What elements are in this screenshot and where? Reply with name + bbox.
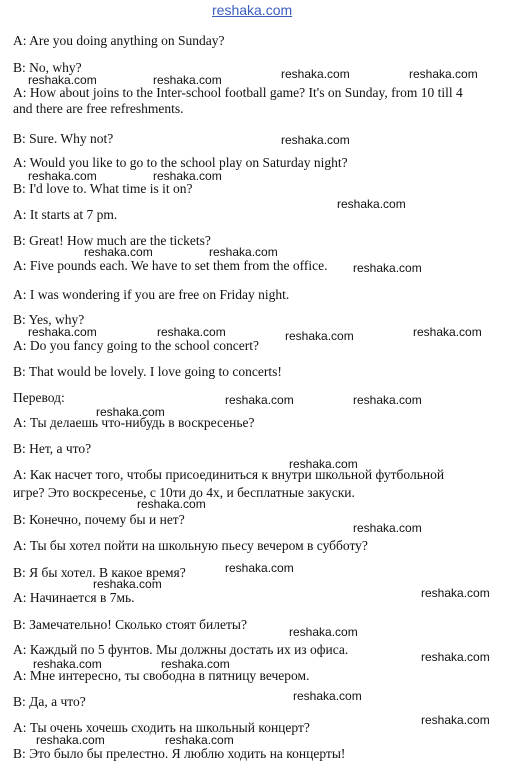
- dialogue-line: B: Yes, why?: [13, 312, 85, 327]
- watermark-text: reshaka.com: [421, 713, 490, 727]
- watermark-text: reshaka.com: [421, 586, 490, 600]
- dialogue-line: A: Мне интересно, ты свободна в пятницу вечером.: [13, 668, 310, 683]
- watermark-text: reshaka.com: [289, 457, 358, 471]
- watermark-text: reshaka.com: [225, 393, 294, 407]
- dialogue-line: B: Конечно, почему бы и нет?: [13, 512, 185, 527]
- watermark-text: reshaka.com: [209, 245, 278, 259]
- dialogue-line: B: Замечательно! Сколько стоят билеты?: [13, 617, 247, 632]
- watermark-text: reshaka.com: [409, 67, 478, 81]
- dialogue-line: and there are free refreshments.: [13, 101, 184, 116]
- dialogue-line: A: Five pounds each. We have to set them from the office.: [13, 258, 328, 273]
- watermark-text: reshaka.com: [84, 245, 153, 259]
- watermark-text: reshaka.com: [93, 577, 162, 591]
- dialogue-line: B: No, why?: [13, 60, 82, 75]
- watermark-text: reshaka.com: [421, 650, 490, 664]
- dialogue-line: A: I was wondering if you are free on Friday night.: [13, 287, 290, 302]
- watermark-text: reshaka.com: [165, 733, 234, 747]
- dialogue-line: B: Это было бы прелестно. Я люблю ходить на концерты!: [13, 746, 346, 761]
- dialogue-line: B: Нет, а что?: [13, 441, 92, 456]
- dialogue-line: A: Would you like to go to the school play on Saturday night?: [13, 155, 348, 170]
- watermark-text: reshaka.com: [36, 733, 105, 747]
- watermark-text: reshaka.com: [153, 73, 222, 87]
- dialogue-line: игре? Это воскресенье, с 10ти до 4х, и бесплатные закуски.: [13, 485, 355, 500]
- watermark-text: reshaka.com: [28, 73, 97, 87]
- watermark-text: reshaka.com: [157, 325, 226, 339]
- watermark-text: reshaka.com: [285, 329, 354, 343]
- watermark-text: reshaka.com: [353, 393, 422, 407]
- watermark-text: reshaka.com: [137, 497, 206, 511]
- watermark-text: reshaka.com: [337, 197, 406, 211]
- watermark-text: reshaka.com: [28, 325, 97, 339]
- dialogue-line: A: Ты очень хочешь сходить на школьный концерт?: [13, 720, 310, 735]
- dialogue-line: A: It starts at 7 pm.: [13, 207, 118, 222]
- watermark-text: reshaka.com: [225, 561, 294, 575]
- watermark-text: reshaka.com: [293, 689, 362, 703]
- dialogue-line: B: That would be lovely. I love going to concerts!: [13, 364, 282, 379]
- watermark-text: reshaka.com: [289, 625, 358, 639]
- dialogue-line: B: Я бы хотел. В какое время?: [13, 565, 186, 580]
- watermark-text: reshaka.com: [33, 657, 102, 671]
- watermark-text: reshaka.com: [153, 169, 222, 183]
- watermark-text: reshaka.com: [281, 67, 350, 81]
- dialogue-line: A: Ты бы хотел пойти на школьную пьесу вечером в субботу?: [13, 538, 368, 553]
- dialogue-line: A: How about joins to the Inter-school football game? It's on Sunday, from 10 till 4: [13, 85, 463, 100]
- dialogue-line: A: Ты делаешь что-нибудь в воскресенье?: [13, 415, 255, 430]
- dialogue-line: A: Do you fancy going to the school concert?: [13, 338, 259, 353]
- dialogue-line: B: Sure. Why not?: [13, 131, 114, 146]
- watermark-text: reshaka.com: [28, 169, 97, 183]
- dialogue-line: A: Начинается в 7мь.: [13, 590, 135, 605]
- watermark-text: reshaka.com: [96, 405, 165, 419]
- watermark-text: reshaka.com: [161, 657, 230, 671]
- site-header-link[interactable]: reshaka.com: [212, 2, 293, 18]
- dialogue-line: B: I'd love to. What time is it on?: [13, 181, 193, 196]
- dialogue-line: A: Are you doing anything on Sunday?: [13, 33, 225, 48]
- dialogue-line: Перевод:: [13, 390, 65, 405]
- watermark-text: reshaka.com: [413, 325, 482, 339]
- dialogue-line: B: Да, а что?: [13, 694, 86, 709]
- watermark-text: reshaka.com: [281, 133, 350, 147]
- dialogue-line: A: Как насчет того, чтобы присоединиться к внутри школьной футбольной: [13, 467, 445, 482]
- dialogue-line: B: Great! How much are the tickets?: [13, 233, 211, 248]
- watermark-text: reshaka.com: [353, 521, 422, 535]
- dialogue-line: A: Каждый по 5 фунтов. Мы должны достать их из офиса.: [13, 642, 349, 657]
- watermark-text: reshaka.com: [353, 261, 422, 275]
